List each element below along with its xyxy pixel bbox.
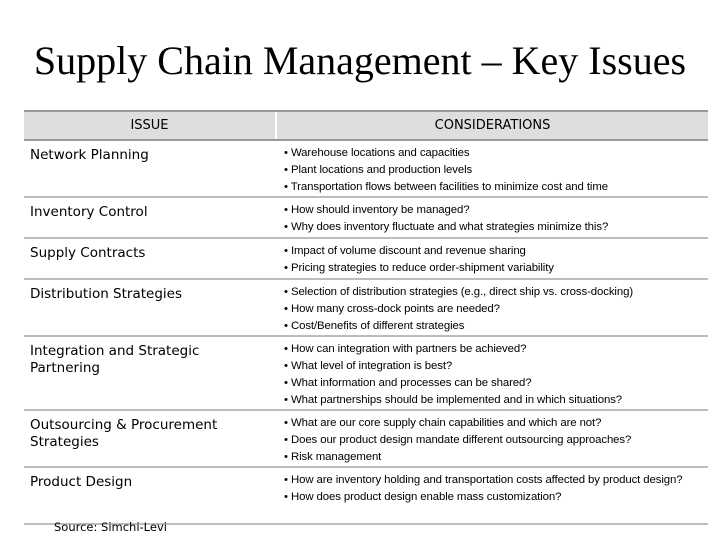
key-issues-table — [24, 110, 708, 525]
issue-cell: Outsourcing & Procurement Strategies — [24, 410, 276, 467]
consideration-item: • What partnerships should be implemented and in which situations? — [284, 394, 623, 406]
table-header-row — [24, 111, 708, 140]
consideration-item: • How should inventory be managed? — [284, 204, 470, 216]
table-row — [24, 410, 708, 467]
considerations-cell — [276, 140, 708, 197]
header-issue: ISSUE — [24, 111, 276, 140]
consideration-item: • What level of integration is best? — [284, 360, 453, 372]
considerations-cell — [276, 467, 708, 524]
consideration-item: • Impact of volume discount and revenue sharing — [284, 245, 526, 257]
considerations-cell — [276, 336, 708, 410]
consideration-item: • Transportation flows between facilities to minimize cost and time — [284, 181, 608, 193]
consideration-item: • How can integration with partners be achieved? — [284, 343, 527, 355]
issue-cell: Network Planning — [24, 140, 276, 197]
considerations-cell — [276, 410, 708, 467]
consideration-item: • Warehouse locations and capacities — [284, 147, 470, 159]
consideration-item: • Cost/Benefits of different strategies — [284, 320, 465, 332]
table-row — [24, 140, 708, 197]
consideration-item: • Risk management — [284, 451, 382, 463]
table-row — [24, 197, 708, 238]
consideration-item: • How does product design enable mass customization? — [284, 491, 562, 503]
consideration-item: • Why does inventory fluctuate and what strategies minimize this? — [284, 221, 609, 233]
consideration-item: • Pricing strategies to reduce order-shipment variability — [284, 262, 554, 274]
considerations-cell — [276, 279, 708, 336]
header-considerations: CONSIDERATIONS — [276, 111, 708, 140]
table-row — [24, 467, 708, 524]
issue-cell: Integration and Strategic Partnering — [24, 336, 276, 410]
issue-cell: Inventory Control — [24, 197, 276, 238]
table-row — [24, 336, 708, 410]
slide-title: Supply Chain Management – Key Issues — [33, 38, 687, 83]
source-note: Source: Simchi-Levi — [54, 520, 167, 534]
table-row — [24, 238, 708, 279]
issue-cell: Product Design — [24, 467, 276, 524]
table-row — [24, 279, 708, 336]
consideration-item: • Plant locations and production levels — [284, 164, 473, 176]
consideration-item: • How are inventory holding and transportation costs affected by product design? — [284, 474, 683, 486]
consideration-item: • What information and processes can be shared? — [284, 377, 532, 389]
consideration-item: • Does our product design mandate different outsourcing approaches? — [284, 434, 632, 446]
considerations-cell — [276, 238, 708, 279]
issue-cell: Supply Contracts — [24, 238, 276, 279]
consideration-item: • Selection of distribution strategies (e.g., direct ship vs. cross-docking) — [284, 286, 634, 298]
consideration-item: • How many cross-dock points are needed? — [284, 303, 500, 315]
considerations-cell — [276, 197, 708, 238]
issue-cell: Distribution Strategies — [24, 279, 276, 336]
consideration-item: • What are our core supply chain capabilities and which are not? — [284, 417, 602, 429]
